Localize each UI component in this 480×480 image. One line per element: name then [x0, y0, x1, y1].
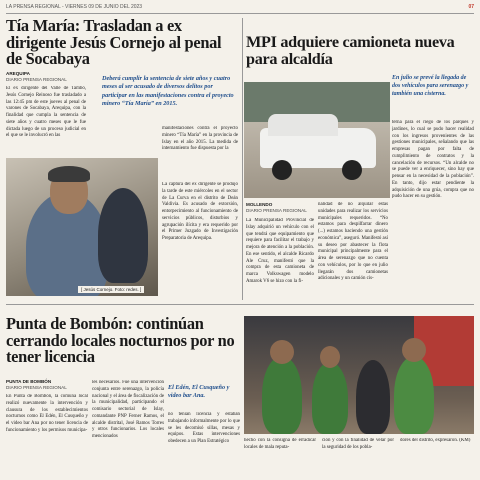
- article1-col2b: La captura del ex dirigente se produjo la tarde de este miércoles en el sector de La Curva en el distrito de Deán Valdivia. Es acusado de extorsión, entorpecimiento al funcionamiento de servicios públicos, disturbios y agrupación ilícita y era requerido por el Primer Juzgado de Investigación Preparatoria de Arequipa.: [162, 182, 238, 242]
- article1-byline: AREQUIPA DIARIO PRENSA REGIONAL: [6, 71, 67, 82]
- column-divider: [242, 18, 243, 300]
- article3-col1: En Punta de Bombón, la comuna local realizó nuevamente la intervención y clausura de los establecimientos nocturnos como El Edén, El Cusqueño y el video bar Ana por no tener licencia de funcionamiento y los permisos municipa-: [6, 394, 88, 433]
- article3-col3: no tenían licencia y estaban trabajando informalmente por lo que se les decomisó sillas, mesas y equipos. Estas intervenciones obedecen a un Plan Estratégico: [168, 412, 240, 445]
- article2-col2: nalidad de no alquilar estas unidades para realizar los servicios municipales requeridos. “No estamos para despilfarrar dinero (...) estamos haciendo una gestión económica”, aseguró. Manifestó así su deseo por abastecer la flota municipal principalmente para el área de serenazgo que no cuenta con vehículos, por lo que en julio llegarán dos camionetas adicionales y un camión cis-: [318, 202, 388, 282]
- article2-col3: terna para el riego de los parques y jardines, lo cual se pudo hacer realidad con los ingresos provenientes de las gestiones municipales, señalando que las empresas pagan por falta de cumplimiento de contratos y la cancelación de recursos. “Un alcalde no se puede ver a enriquecer, sino hay que pensar en la necesidad de la población”. En tanto, dijo estar pendiente la adquisición de una grúa, compra que no pudo hacer en su gestión.: [392, 120, 474, 200]
- article3-side-quote: El Edén, El Cusqueño y video bar Ana.: [168, 384, 230, 400]
- header-date: LA PRENSA REGIONAL - VIERNES 09 DE JUNIO DEL 2023: [6, 4, 143, 10]
- photo-intervencion: [244, 316, 474, 434]
- photo-jesus-cornejo: [6, 158, 158, 296]
- article3-col6: dores del distrito, expresaron. (KM): [400, 438, 471, 443]
- article1-lead: Deberá cumplir la sentencia de siete años y cuatro meses al ser acusado de diversos delitos por participar en las manifestaciones contra el proyecto minero “Tía María” en 2015.: [102, 75, 234, 108]
- headline-punta-bombon: Punta de Bombón: continúan cerrando locales nocturnos por no tener licencia: [6, 314, 235, 367]
- page-header: [6, 4, 474, 14]
- article1-col1: El ex dirigente del Valle de Tambo, Jesús Cornejo Reinoso fue trasladado a las 12:45 pm de este jueves al penal de varones de Socabaya, Arequipa, con la finalidad que cumpla la sentencia de siete años y cuatro meses que le fue dictada luego de un proceso judicial en el que se le involucró en las: [6, 86, 86, 139]
- article3-col2: les necesarios. Fue una intervención conjunta entre serenazgo, la policía nacional y el área de fiscalización de la municipalidad, participando el comisario sectorial de Islay, comandante PNP Ferner Ramos, el alcalde distrital, José Ramos Torres y otros funcionarios. Los locales mencionados: [92, 380, 164, 440]
- article3-col4: hecho con la consigna de erradicar locales de mala reputa-: [244, 438, 316, 450]
- photo-camioneta: [244, 82, 390, 198]
- section-divider: [6, 304, 474, 305]
- article3-byline: PUNTA DE BOMBÓN DIARIO PRENSA REGIONAL: [6, 379, 67, 390]
- article3-col5: ción y con la finalidad de velar por la seguridad de los pobla-: [322, 438, 394, 450]
- article2-col1: La Municipalidad Provincial de Islay adquirió un vehículo con el que tendrá que equipamiento que requiere para facilitar el trabajo y mejora de atención a la población. En ese sentido, el alcalde Ricardo Ale Cruz, manifestó que la compra de esta camioneta de marca Volkswagen modelo Amarok V6 se hizo con la fi-: [246, 218, 314, 284]
- headline-mpi-camioneta: MPI adquiere camioneta nueva para alcaldía: [246, 33, 455, 68]
- photo-caption: [ Jesús Cornejo. Foto: redes. ]: [78, 286, 144, 293]
- headline-tia-maria: Tía María: Trasladan a ex dirigente Jesús Cornejo al penal de Socabaya: [6, 16, 222, 69]
- article1-col2: manifestaciones contra el proyecto minero “Tía María” en la provincia de Islay en el año 2015. La medida de internamiento fue dispuesta por la: [162, 126, 238, 152]
- page-number: 07: [468, 4, 474, 10]
- article2-byline: MOLLENDO DIARIO PRENSA REGIONAL: [246, 202, 307, 213]
- article2-side-quote: En julio se prevé la llegada de dos vehículos para serenazgo y también una cisterna.: [392, 75, 469, 98]
